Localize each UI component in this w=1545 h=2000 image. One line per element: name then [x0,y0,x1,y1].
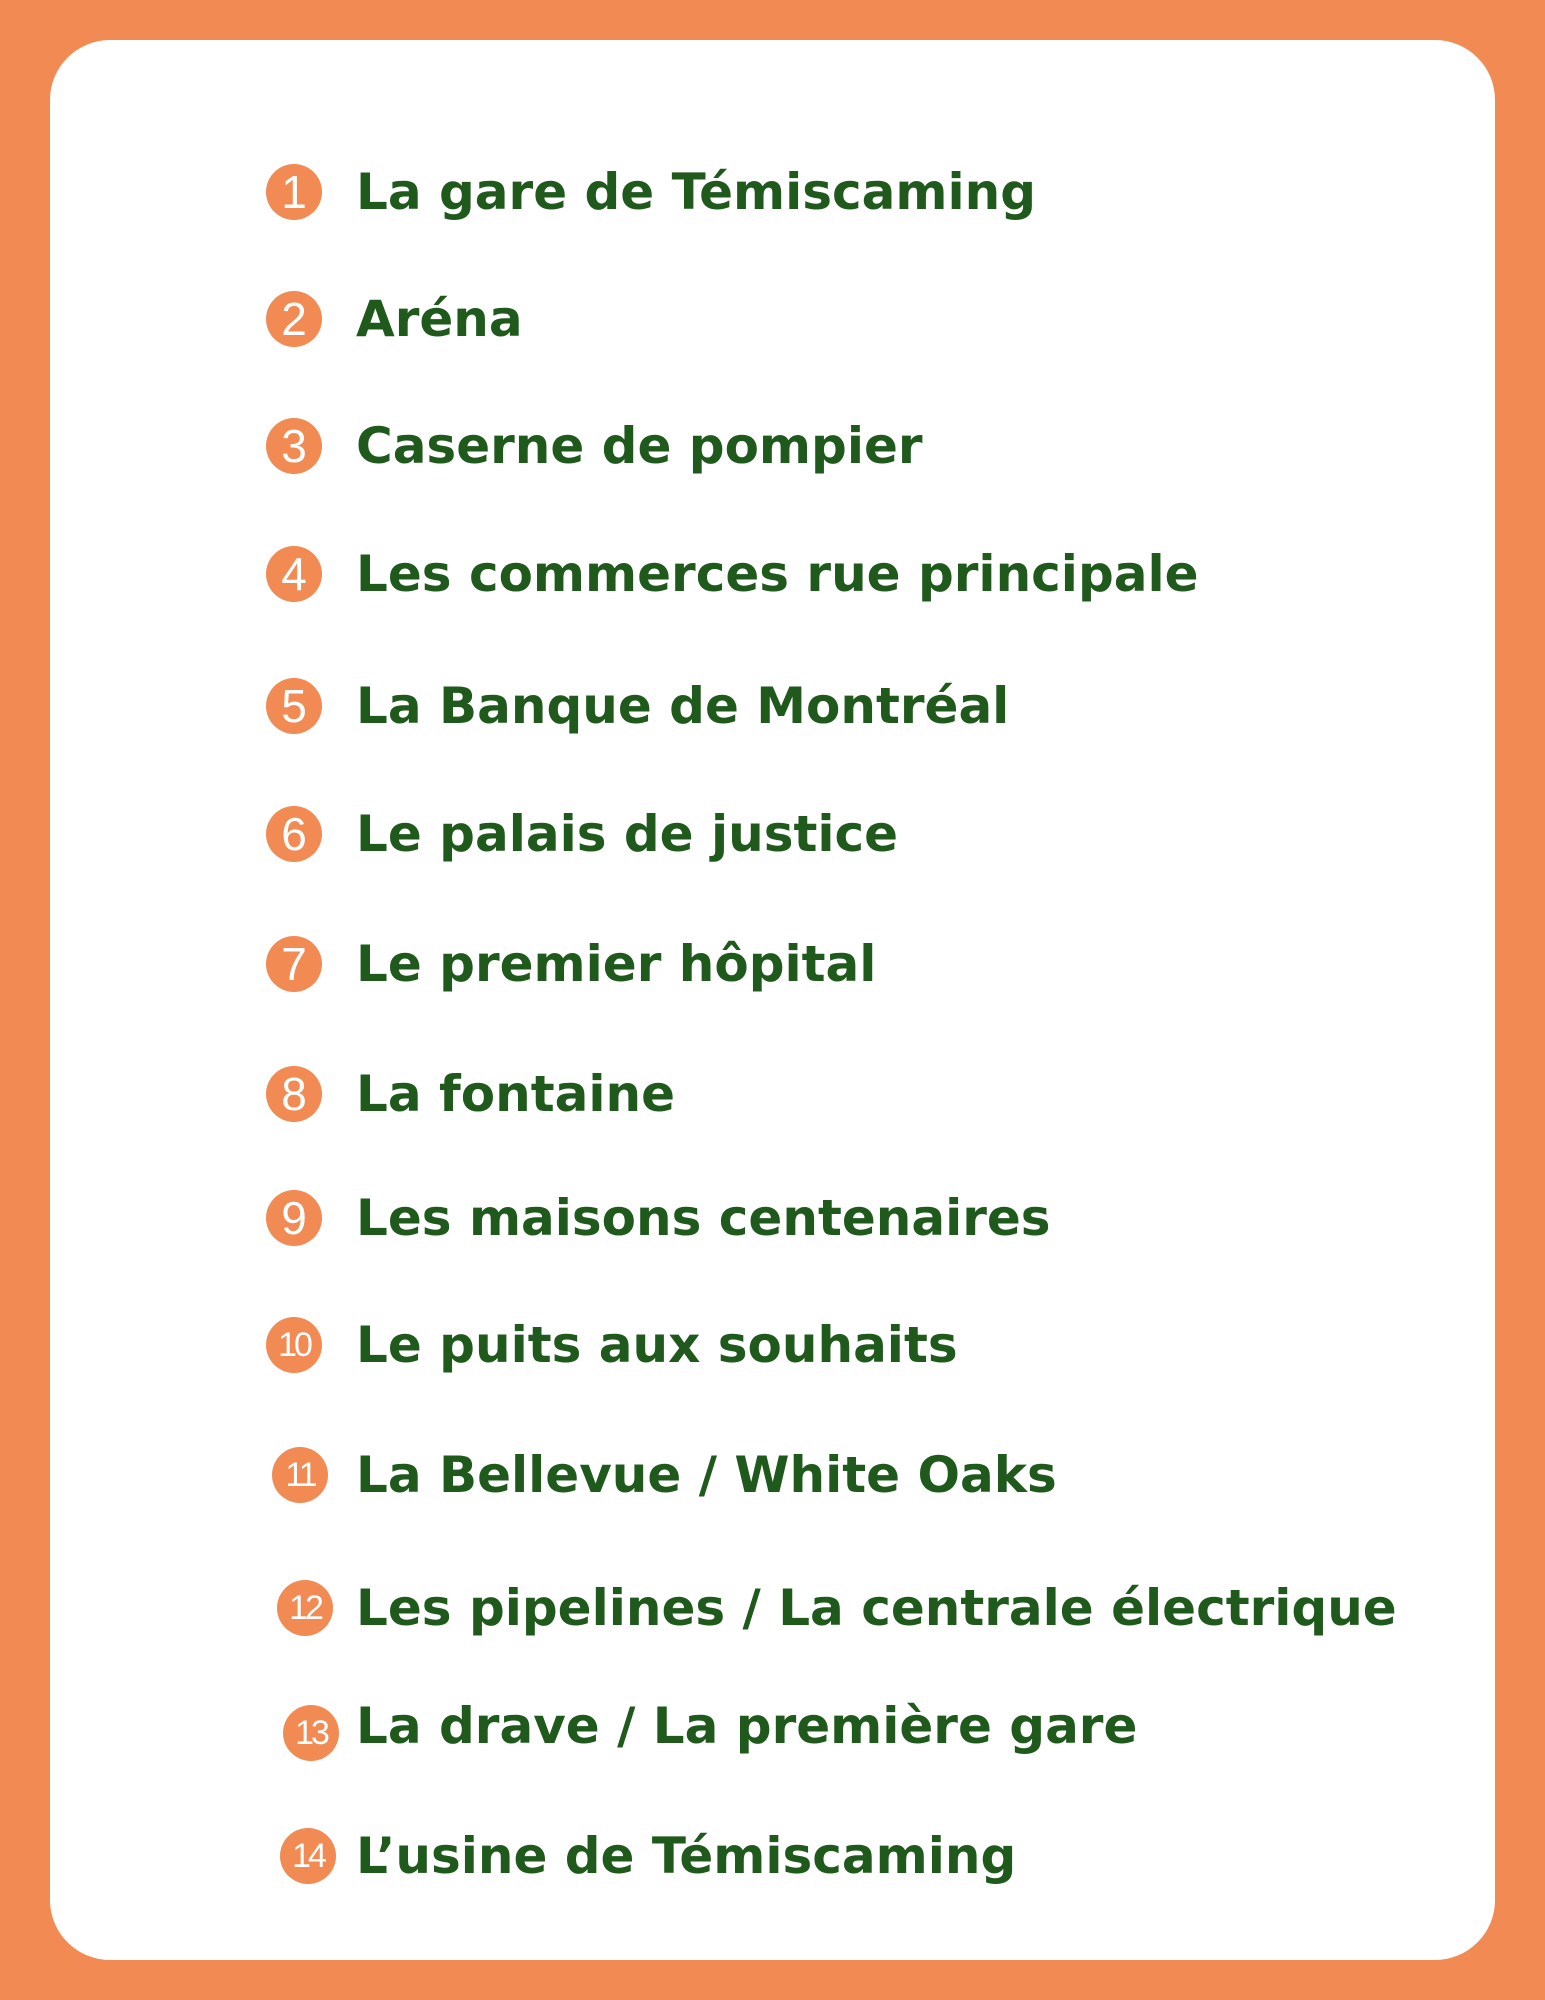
number-badge: 10 [266,1317,322,1373]
list-item-label: Le palais de justice [356,805,899,863]
list-item-label: Le premier hôpital [356,935,877,993]
number-badge: 13 [283,1705,339,1761]
number-badge: 4 [266,546,322,602]
number-badge: 2 [266,291,322,347]
list-item-label: Le puits aux souhaits [356,1316,958,1374]
list-card [50,40,1495,1960]
number-badge: 12 [277,1580,333,1636]
location-list [50,40,1495,1960]
list-item-label: L’usine de Témiscaming [356,1827,1017,1885]
number-badge: 5 [266,678,322,734]
list-item-label: La gare de Témiscaming [356,163,1037,221]
list-item-label: La Banque de Montréal [356,677,1010,735]
number-badge: 3 [266,418,322,474]
number-badge: 8 [266,1066,322,1122]
list-item-label: La fontaine [356,1065,675,1123]
list-item-label: Les commerces rue principale [356,545,1199,603]
list-item-label: Caserne de pompier [356,417,923,475]
number-badge: 11 [272,1447,328,1503]
list-item-label: La Bellevue / White Oaks [356,1446,1057,1504]
number-badge: 7 [266,936,322,992]
list-item-label: Les maisons centenaires [356,1189,1051,1247]
list-item-label: Aréna [356,290,523,348]
number-badge: 14 [280,1828,336,1884]
list-item-label: Les pipelines / La centrale électrique [356,1579,1397,1637]
number-badge: 1 [266,164,322,220]
list-item-label: La drave / La première gare [356,1697,1138,1755]
number-badge: 9 [266,1190,322,1246]
number-badge: 6 [266,806,322,862]
